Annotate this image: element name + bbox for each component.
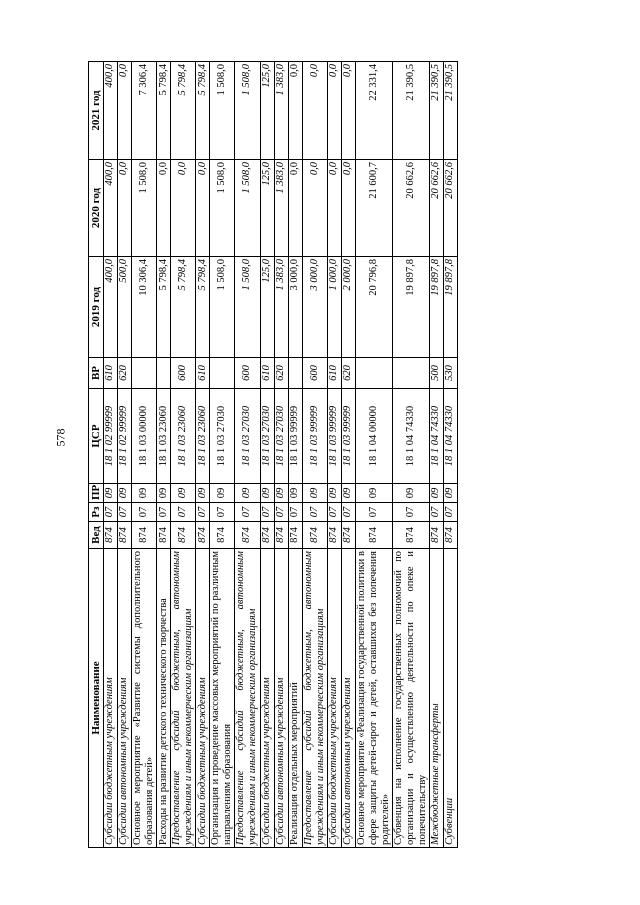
- cell-2019: 125,0: [260, 257, 274, 358]
- cell-2020: 0,0: [118, 160, 132, 257]
- cell-vr: [132, 358, 157, 389]
- cell-name: Субсидии автономным учреждениям: [341, 549, 355, 848]
- cell-pr: 09: [157, 484, 171, 503]
- cell-name: Субвенция на исполнение государственных полномочий по организации и осуществлению деятельности по опеке и попечительству: [392, 549, 429, 848]
- cell-ved: 874: [210, 522, 235, 549]
- cell-pr: 09: [171, 484, 196, 503]
- cell-2020: 0,0: [341, 160, 355, 257]
- cell-2019: 3 000,0: [302, 257, 327, 358]
- table-row: [430, 62, 444, 848]
- cell-name: Предоставление субсидий бюджетным, автономным учреждениям и иным некоммерческим организациям: [235, 549, 260, 848]
- cell-ved: 874: [355, 522, 392, 549]
- cell-2021: 125,0: [260, 62, 274, 160]
- cell-rz: 07: [327, 503, 341, 522]
- cell-2021: 0,0: [288, 62, 302, 160]
- cell-csr: 18 1 03 99999: [327, 389, 341, 484]
- cell-rz: 07: [288, 503, 302, 522]
- cell-2019: 1 383,0: [274, 257, 288, 358]
- budget-table-wrapper: [88, 62, 508, 848]
- cell-name: Субвенции: [444, 549, 458, 848]
- cell-ved: 874: [104, 522, 118, 549]
- header-csr: ЦСР: [89, 389, 104, 484]
- table-row: [132, 62, 157, 848]
- cell-2021: 1 383,0: [274, 62, 288, 160]
- cell-ved: 874: [444, 522, 458, 549]
- cell-rz: 07: [274, 503, 288, 522]
- cell-ved: 874: [157, 522, 171, 549]
- table-row: [171, 62, 196, 848]
- table-row: [288, 62, 302, 848]
- cell-2021: 0,0: [302, 62, 327, 160]
- cell-2019: 20 796,8: [355, 257, 392, 358]
- table-row: [274, 62, 288, 848]
- cell-csr: 18 1 03 23060: [157, 389, 171, 484]
- cell-vr: 610: [327, 358, 341, 389]
- cell-rz: 07: [392, 503, 429, 522]
- cell-rz: 07: [196, 503, 210, 522]
- cell-2019: 1 508,0: [235, 257, 260, 358]
- cell-2020: 20 662,6: [392, 160, 429, 257]
- cell-csr: 18 1 03 27030: [274, 389, 288, 484]
- cell-ved: 874: [302, 522, 327, 549]
- page-number: 578: [53, 428, 68, 447]
- cell-2019: 500,0: [118, 257, 132, 358]
- cell-name: Расходы на развитие детского технического творчества: [157, 549, 171, 848]
- table-row: [327, 62, 341, 848]
- cell-name: Субсидии автономным учреждениям: [274, 549, 288, 848]
- cell-ved: 874: [171, 522, 196, 549]
- cell-ved: 874: [235, 522, 260, 549]
- cell-rz: 07: [430, 503, 444, 522]
- cell-ved: 874: [430, 522, 444, 549]
- cell-csr: 18 1 03 27030: [260, 389, 274, 484]
- table-body: [104, 62, 458, 848]
- table-row: [235, 62, 260, 848]
- cell-2021: 0,0: [341, 62, 355, 160]
- cell-name: Субсидии бюджетным учреждениям: [260, 549, 274, 848]
- table-row: [302, 62, 327, 848]
- cell-2019: 2 000,0: [341, 257, 355, 358]
- cell-rz: 07: [171, 503, 196, 522]
- cell-ved: 874: [132, 522, 157, 549]
- table-row: [118, 62, 132, 848]
- table-row: [210, 62, 235, 848]
- cell-rz: 07: [132, 503, 157, 522]
- rotated-page: [88, 62, 508, 848]
- cell-rz: 07: [355, 503, 392, 522]
- cell-2019: 400,0: [104, 257, 118, 358]
- cell-2019: 1 508,0: [210, 257, 235, 358]
- cell-pr: 09: [274, 484, 288, 503]
- cell-2021: 0,0: [327, 62, 341, 160]
- cell-rz: 07: [341, 503, 355, 522]
- cell-2020: 1 383,0: [274, 160, 288, 257]
- cell-ved: 874: [288, 522, 302, 549]
- cell-2019: 5 798,4: [157, 257, 171, 358]
- cell-pr: 09: [235, 484, 260, 503]
- header-pr: ПР: [89, 484, 104, 503]
- table-row: [355, 62, 392, 848]
- cell-vr: 620: [118, 358, 132, 389]
- cell-rz: 07: [157, 503, 171, 522]
- header-2021: 2021 год: [89, 62, 104, 160]
- cell-name: Субсидии бюджетным учреждениям: [196, 549, 210, 848]
- header-2020: 2020 год: [89, 160, 104, 257]
- cell-vr: 620: [274, 358, 288, 389]
- cell-csr: 18 1 03 27030: [210, 389, 235, 484]
- cell-2020: 20 662,6: [430, 160, 444, 257]
- cell-pr: 09: [327, 484, 341, 503]
- cell-2020: 0,0: [327, 160, 341, 257]
- cell-2020: 0,0: [196, 160, 210, 257]
- cell-2019: 19 897,8: [444, 257, 458, 358]
- cell-vr: 530: [444, 358, 458, 389]
- cell-rz: 07: [260, 503, 274, 522]
- cell-pr: 09: [430, 484, 444, 503]
- cell-ved: 874: [196, 522, 210, 549]
- cell-2021: 21 390,5: [430, 62, 444, 160]
- cell-ved: 874: [260, 522, 274, 549]
- cell-2020: 21 600,7: [355, 160, 392, 257]
- cell-csr: 18 1 03 99999: [302, 389, 327, 484]
- cell-pr: 09: [260, 484, 274, 503]
- cell-2019: 5 798,4: [171, 257, 196, 358]
- cell-vr: 610: [196, 358, 210, 389]
- cell-pr: 09: [302, 484, 327, 503]
- cell-pr: 09: [288, 484, 302, 503]
- cell-ved: 874: [274, 522, 288, 549]
- cell-csr: 18 1 04 74330: [444, 389, 458, 484]
- cell-2021: 1 508,0: [235, 62, 260, 160]
- cell-pr: 09: [444, 484, 458, 503]
- cell-2019: 19 897,8: [392, 257, 429, 358]
- cell-vr: [157, 358, 171, 389]
- cell-pr: 09: [210, 484, 235, 503]
- table-row: [104, 62, 118, 848]
- cell-name: Предоставление субсидий бюджетным, автономным учреждениям и иным некоммерческим организациям: [302, 549, 327, 848]
- cell-2021: 21 390,5: [444, 62, 458, 160]
- table-header-row: [89, 62, 104, 848]
- cell-name: Субсидии автономным учреждениям: [118, 549, 132, 848]
- cell-name: Предоставление субсидий бюджетным, автономным учреждениям и иным некоммерческим организациям: [171, 549, 196, 848]
- cell-rz: 07: [302, 503, 327, 522]
- table-row: [196, 62, 210, 848]
- cell-vr: 610: [260, 358, 274, 389]
- cell-csr: 18 1 03 99999: [341, 389, 355, 484]
- cell-vr: 600: [302, 358, 327, 389]
- cell-pr: 09: [104, 484, 118, 503]
- cell-ved: 874: [118, 522, 132, 549]
- cell-2021: 400,0: [104, 62, 118, 160]
- cell-name: Субсидии бюджетным учреждениям: [104, 549, 118, 848]
- cell-csr: 18 1 04 74330: [392, 389, 429, 484]
- cell-csr: 18 1 03 99999: [288, 389, 302, 484]
- cell-csr: 18 1 03 23060: [171, 389, 196, 484]
- cell-pr: 09: [355, 484, 392, 503]
- cell-2019: 5 798,4: [196, 257, 210, 358]
- cell-vr: 600: [235, 358, 260, 389]
- cell-2020: 0,0: [302, 160, 327, 257]
- cell-csr: 18 1 04 74330: [430, 389, 444, 484]
- table-row: [260, 62, 274, 848]
- table-row: [157, 62, 171, 848]
- cell-2020: 1 508,0: [210, 160, 235, 257]
- cell-vr: [288, 358, 302, 389]
- header-2019: 2019 год: [89, 257, 104, 358]
- table-row: [444, 62, 458, 848]
- cell-vr: 610: [104, 358, 118, 389]
- cell-2020: 400,0: [104, 160, 118, 257]
- cell-csr: 18 1 02 99999: [104, 389, 118, 484]
- cell-csr: 18 1 04 00000: [355, 389, 392, 484]
- cell-2021: 7 306,4: [132, 62, 157, 160]
- cell-2021: 5 798,4: [157, 62, 171, 160]
- cell-2020: 1 508,0: [132, 160, 157, 257]
- header-name: Наименование: [89, 549, 104, 848]
- cell-csr: 18 1 03 23060: [196, 389, 210, 484]
- header-ved: Вед: [89, 522, 104, 549]
- cell-rz: 07: [118, 503, 132, 522]
- cell-rz: 07: [210, 503, 235, 522]
- cell-vr: 500: [430, 358, 444, 389]
- cell-rz: 07: [104, 503, 118, 522]
- cell-pr: 09: [341, 484, 355, 503]
- cell-2021: 1 508,0: [210, 62, 235, 160]
- cell-2021: 5 798,4: [196, 62, 210, 160]
- table-row: [392, 62, 429, 848]
- cell-csr: 18 1 03 27030: [235, 389, 260, 484]
- cell-vr: 600: [171, 358, 196, 389]
- cell-rz: 07: [235, 503, 260, 522]
- cell-vr: 620: [341, 358, 355, 389]
- cell-name: Организация и проведение массовых мероприятий по различным направлениям образования: [210, 549, 235, 848]
- cell-pr: 09: [118, 484, 132, 503]
- cell-2021: 22 331,4: [355, 62, 392, 160]
- cell-2021: 0,0: [118, 62, 132, 160]
- cell-2020: 0,0: [171, 160, 196, 257]
- cell-pr: 09: [392, 484, 429, 503]
- cell-vr: [210, 358, 235, 389]
- budget-table: [88, 61, 458, 848]
- cell-rz: 07: [444, 503, 458, 522]
- cell-csr: 18 1 02 99999: [118, 389, 132, 484]
- cell-2020: 125,0: [260, 160, 274, 257]
- cell-ved: 874: [341, 522, 355, 549]
- cell-name: Основное мероприятие «Реализация государственной политики в сфере защиты детей-сирот и детей, оставшихся без попечения родителей»: [355, 549, 392, 848]
- cell-pr: 09: [132, 484, 157, 503]
- cell-name: Реализация отдельных мероприятий: [288, 549, 302, 848]
- cell-vr: [355, 358, 392, 389]
- cell-2020: 0,0: [157, 160, 171, 257]
- cell-2021: 5 798,4: [171, 62, 196, 160]
- cell-2020: 20 662,6: [444, 160, 458, 257]
- cell-2021: 21 390,5: [392, 62, 429, 160]
- cell-2019: 19 897,8: [430, 257, 444, 358]
- cell-pr: 09: [196, 484, 210, 503]
- cell-2019: 1 000,0: [327, 257, 341, 358]
- cell-name: Основное мероприятие «Развитие системы дополнительного образования детей»: [132, 549, 157, 848]
- cell-name: Субсидии бюджетным учреждениям: [327, 549, 341, 848]
- cell-2019: 3 000,0: [288, 257, 302, 358]
- cell-2020: 1 508,0: [235, 160, 260, 257]
- cell-2020: 0,0: [288, 160, 302, 257]
- table-row: [341, 62, 355, 848]
- cell-csr: 18 1 03 00000: [132, 389, 157, 484]
- cell-2019: 10 306,4: [132, 257, 157, 358]
- header-rz: Рз: [89, 503, 104, 522]
- cell-ved: 874: [327, 522, 341, 549]
- cell-ved: 874: [392, 522, 429, 549]
- cell-name: Межбюджетные трансферты: [430, 549, 444, 848]
- cell-vr: [392, 358, 429, 389]
- header-vr: ВР: [89, 358, 104, 389]
